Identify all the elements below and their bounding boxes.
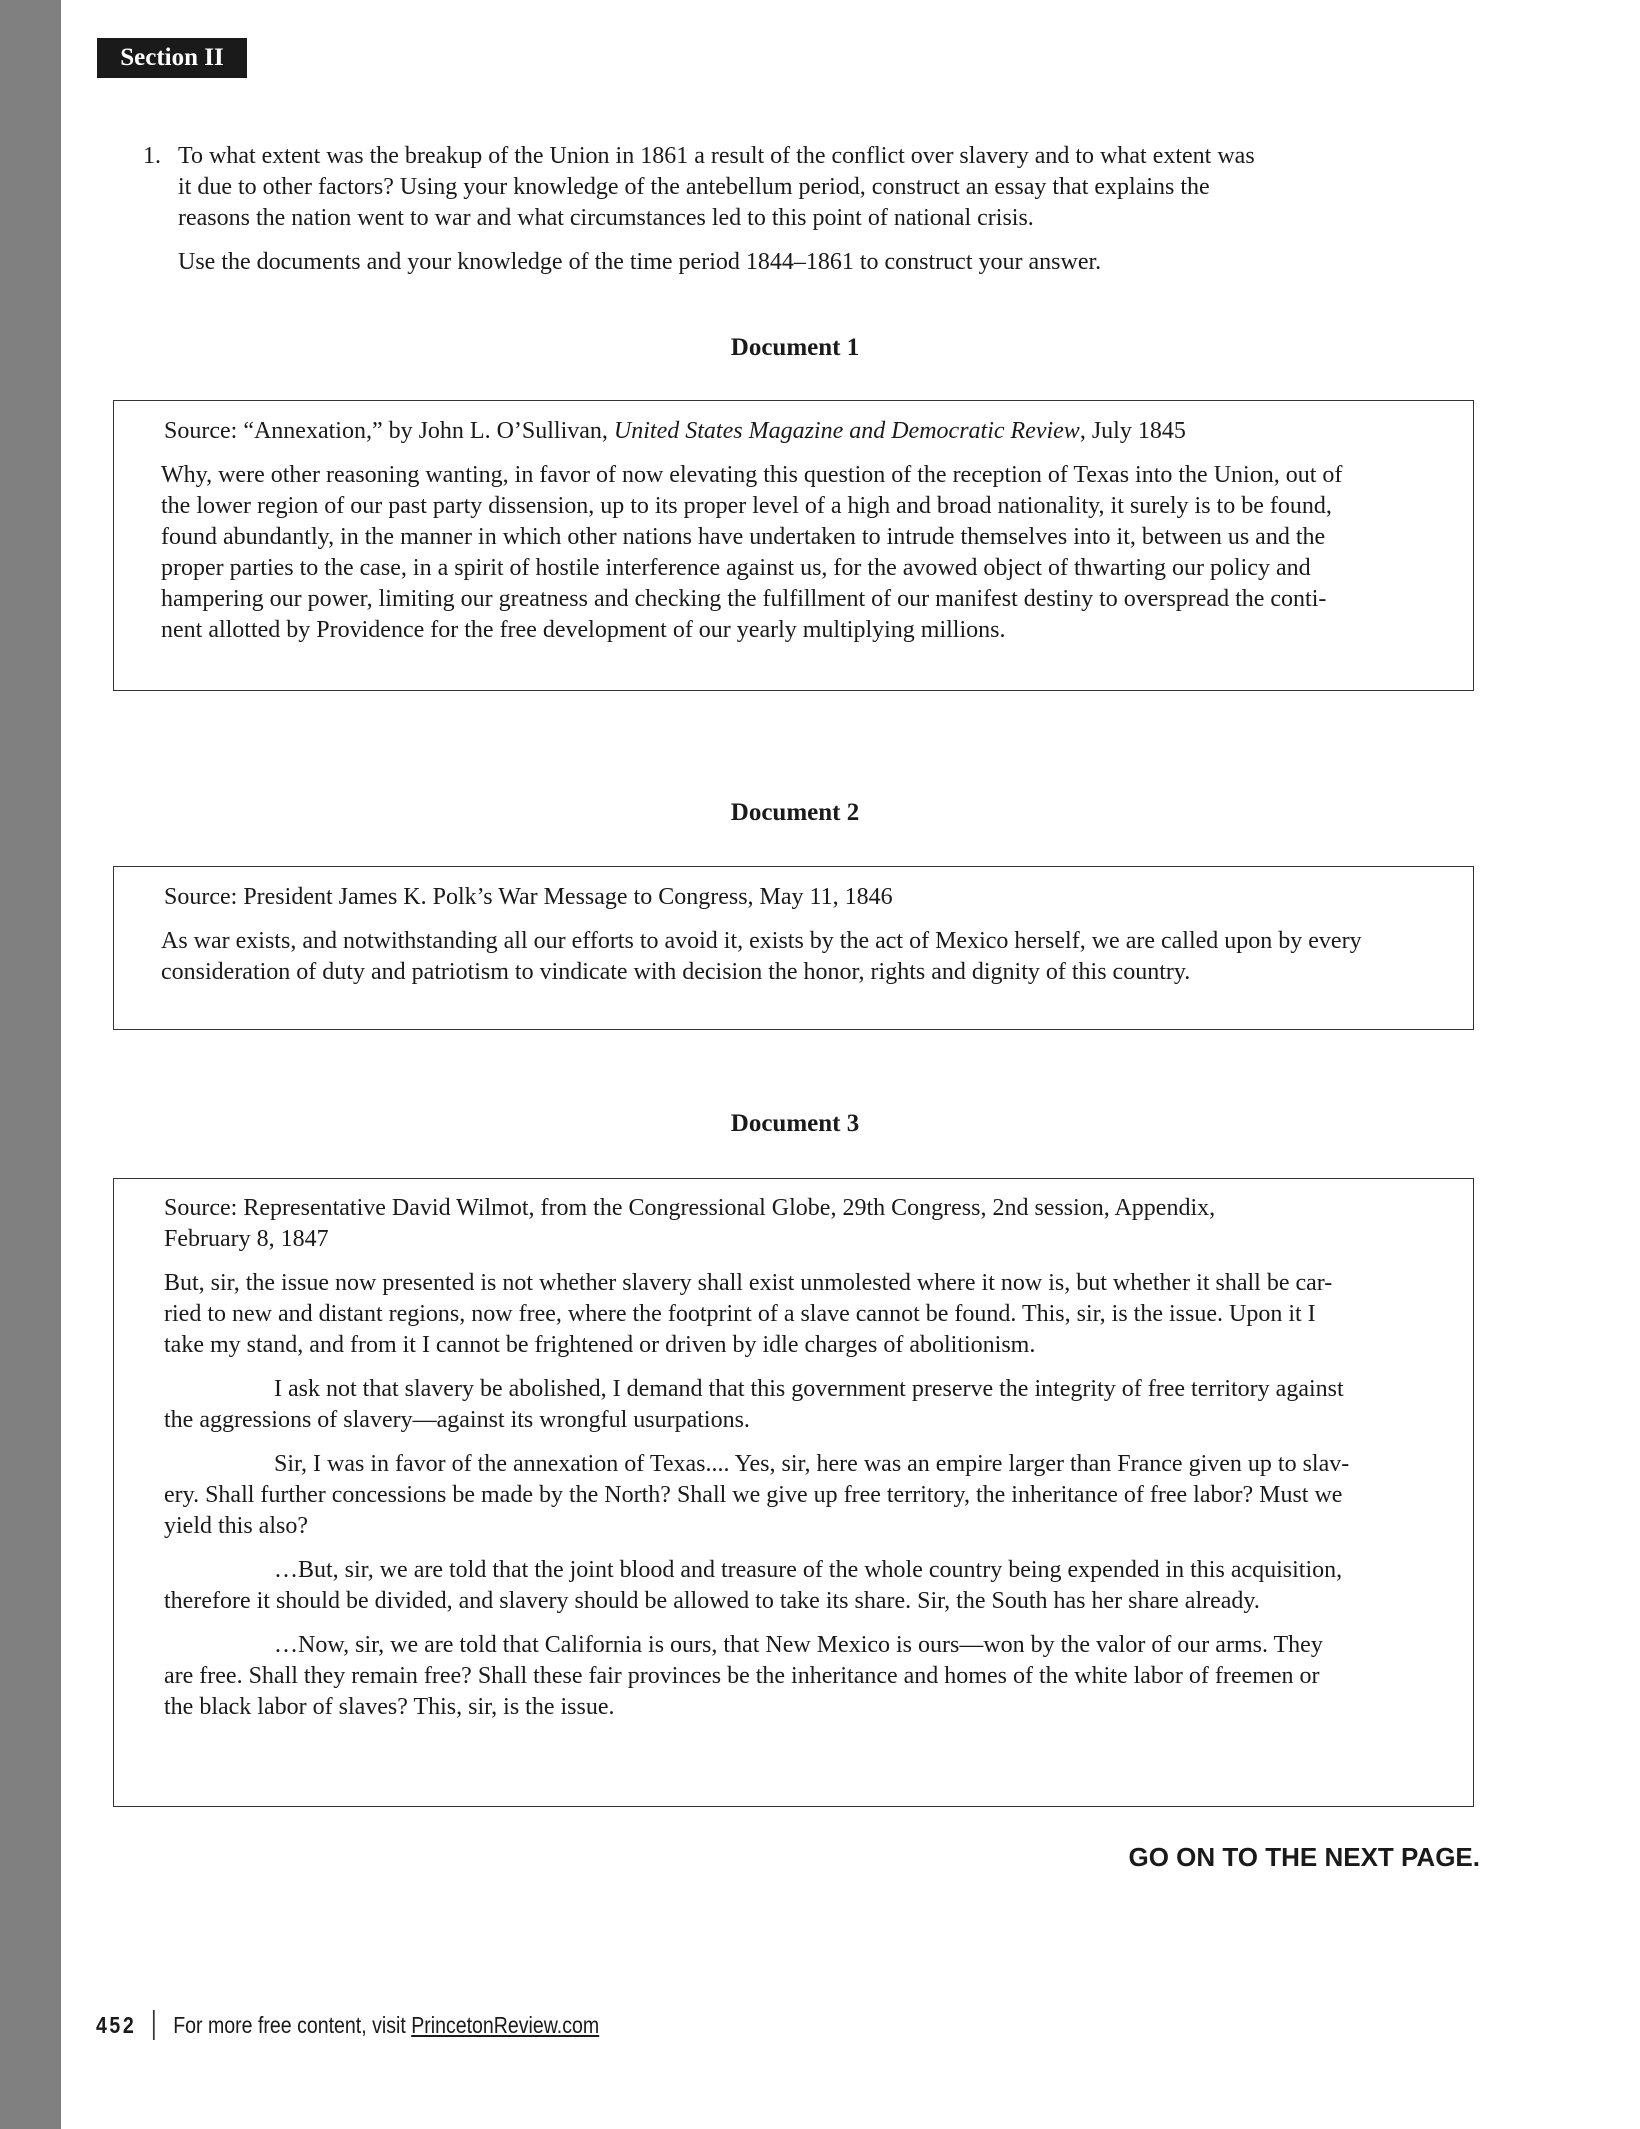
document-line: Sir, I was in favor of the annexation of Texas.... Yes, sir, here was an empire larger than France given up to slav- (274, 1451, 1350, 1477)
document-line: As war exists, and notwithstanding all our efforts to avoid it, exists by the act of Mexico herself, we are called upon by every (161, 928, 1362, 954)
document-line: the lower region of our past party dissension, up to its proper level of a high and broad nationality, it surely is to be found, (161, 493, 1332, 519)
document-3-heading: Document 3 (730, 1110, 860, 1137)
document-source: February 8, 1847 (164, 1226, 329, 1252)
princeton-review-link[interactable]: PrincetonReview.com (411, 2011, 600, 2038)
section-badge: Section II (97, 38, 247, 78)
footer-text: For more free content, visit (173, 2011, 412, 2038)
document-line: hampering our power, limiting our greatness and checking the fulfillment of our manifest destiny to overspread the conti- (161, 586, 1327, 612)
source-date: , July 1845 (1079, 418, 1186, 444)
document-line: ried to new and distant regions, now free, where the footprint of a slave cannot be found. This, sir, is the issue. Upon it I (164, 1301, 1316, 1327)
question-instruction: Use the documents and your knowledge of the time period 1844–1861 to construct your answer. (178, 249, 1102, 275)
document-source: Source: Representative David Wilmot, from the Congressional Globe, 29th Congress, 2nd session, Appendix, (164, 1195, 1216, 1221)
document-line: nent allotted by Providence for the free development of our yearly multiplying millions. (161, 617, 1006, 643)
question-line: reasons the nation went to war and what circumstances led to this point of national crisis. (178, 205, 1034, 231)
document-line: I ask not that slavery be abolished, I demand that this government preserve the integrity of free territory against (274, 1376, 1344, 1402)
document-line: the aggressions of slavery—against its wrongful usurpations. (164, 1407, 750, 1433)
footer-divider (153, 2010, 154, 2040)
document-2-box (113, 866, 1474, 1030)
document-3-box (113, 1178, 1474, 1807)
document-line: consideration of duty and patriotism to vindicate with decision the honor, rights and dignity of this country. (161, 959, 1191, 985)
page-footer (96, 2010, 599, 2040)
document-line: …Now, sir, we are told that California is ours, that New Mexico is ours—won by the valor of our arms. They (274, 1632, 1323, 1658)
document-line: the black labor of slaves? This, sir, is the issue. (164, 1694, 615, 1720)
document-1-heading: Document 1 (730, 334, 860, 361)
source-text: Source: “Annexation,” by John L. O’Sullivan, (164, 418, 614, 444)
page-number: 452 (96, 2011, 137, 2038)
document-1-box (113, 400, 1474, 691)
document-source (164, 416, 1433, 447)
question-line: it due to other factors? Using your knowledge of the antebellum period, construct an essay that explains the (178, 174, 1210, 200)
go-on-next-page: GO ON TO THE NEXT PAGE. (1128, 1842, 1480, 1872)
document-line: proper parties to the case, in a spirit of hostile interference against us, for the avowed object of thwarting our policy and (161, 555, 1311, 581)
document-line: take my stand, and from it I cannot be frightened or driven by idle charges of abolitionism. (164, 1332, 1036, 1358)
document-line: ery. Shall further concessions be made by the North? Shall we give up free territory, the inheritance of free labor? Must we (164, 1482, 1343, 1508)
question-number: 1. (143, 143, 161, 169)
document-source: Source: President James K. Polk’s War Message to Congress, May 11, 1846 (164, 884, 893, 910)
source-publication: United States Magazine and Democratic Review (613, 418, 1080, 444)
question (143, 141, 1403, 278)
document-line: …But, sir, we are told that the joint blood and treasure of the whole country being expended in this acquisition, (274, 1557, 1343, 1583)
question-line: To what extent was the breakup of the Union in 1861 a result of the conflict over slavery and to what extent was (178, 143, 1255, 169)
document-line: found abundantly, in the manner in which other nations have undertaken to intrude themselves into it, between us and the (161, 524, 1326, 550)
document-line: therefore it should be divided, and slavery should be allowed to take its share. Sir, the South has her share already. (164, 1588, 1260, 1614)
document-line: But, sir, the issue now presented is not whether slavery shall exist unmolested where it now is, but whether it shall be car- (164, 1270, 1333, 1296)
page-gutter (0, 0, 61, 2129)
document-line: yield this also? (164, 1513, 308, 1539)
document-line: are free. Shall they remain free? Shall these fair provinces be the inheritance and homes of the white labor of freemen or (164, 1663, 1320, 1689)
document-line: Why, were other reasoning wanting, in favor of now elevating this question of the reception of Texas into the Union, out of (161, 462, 1343, 488)
document-2-heading: Document 2 (730, 799, 860, 826)
